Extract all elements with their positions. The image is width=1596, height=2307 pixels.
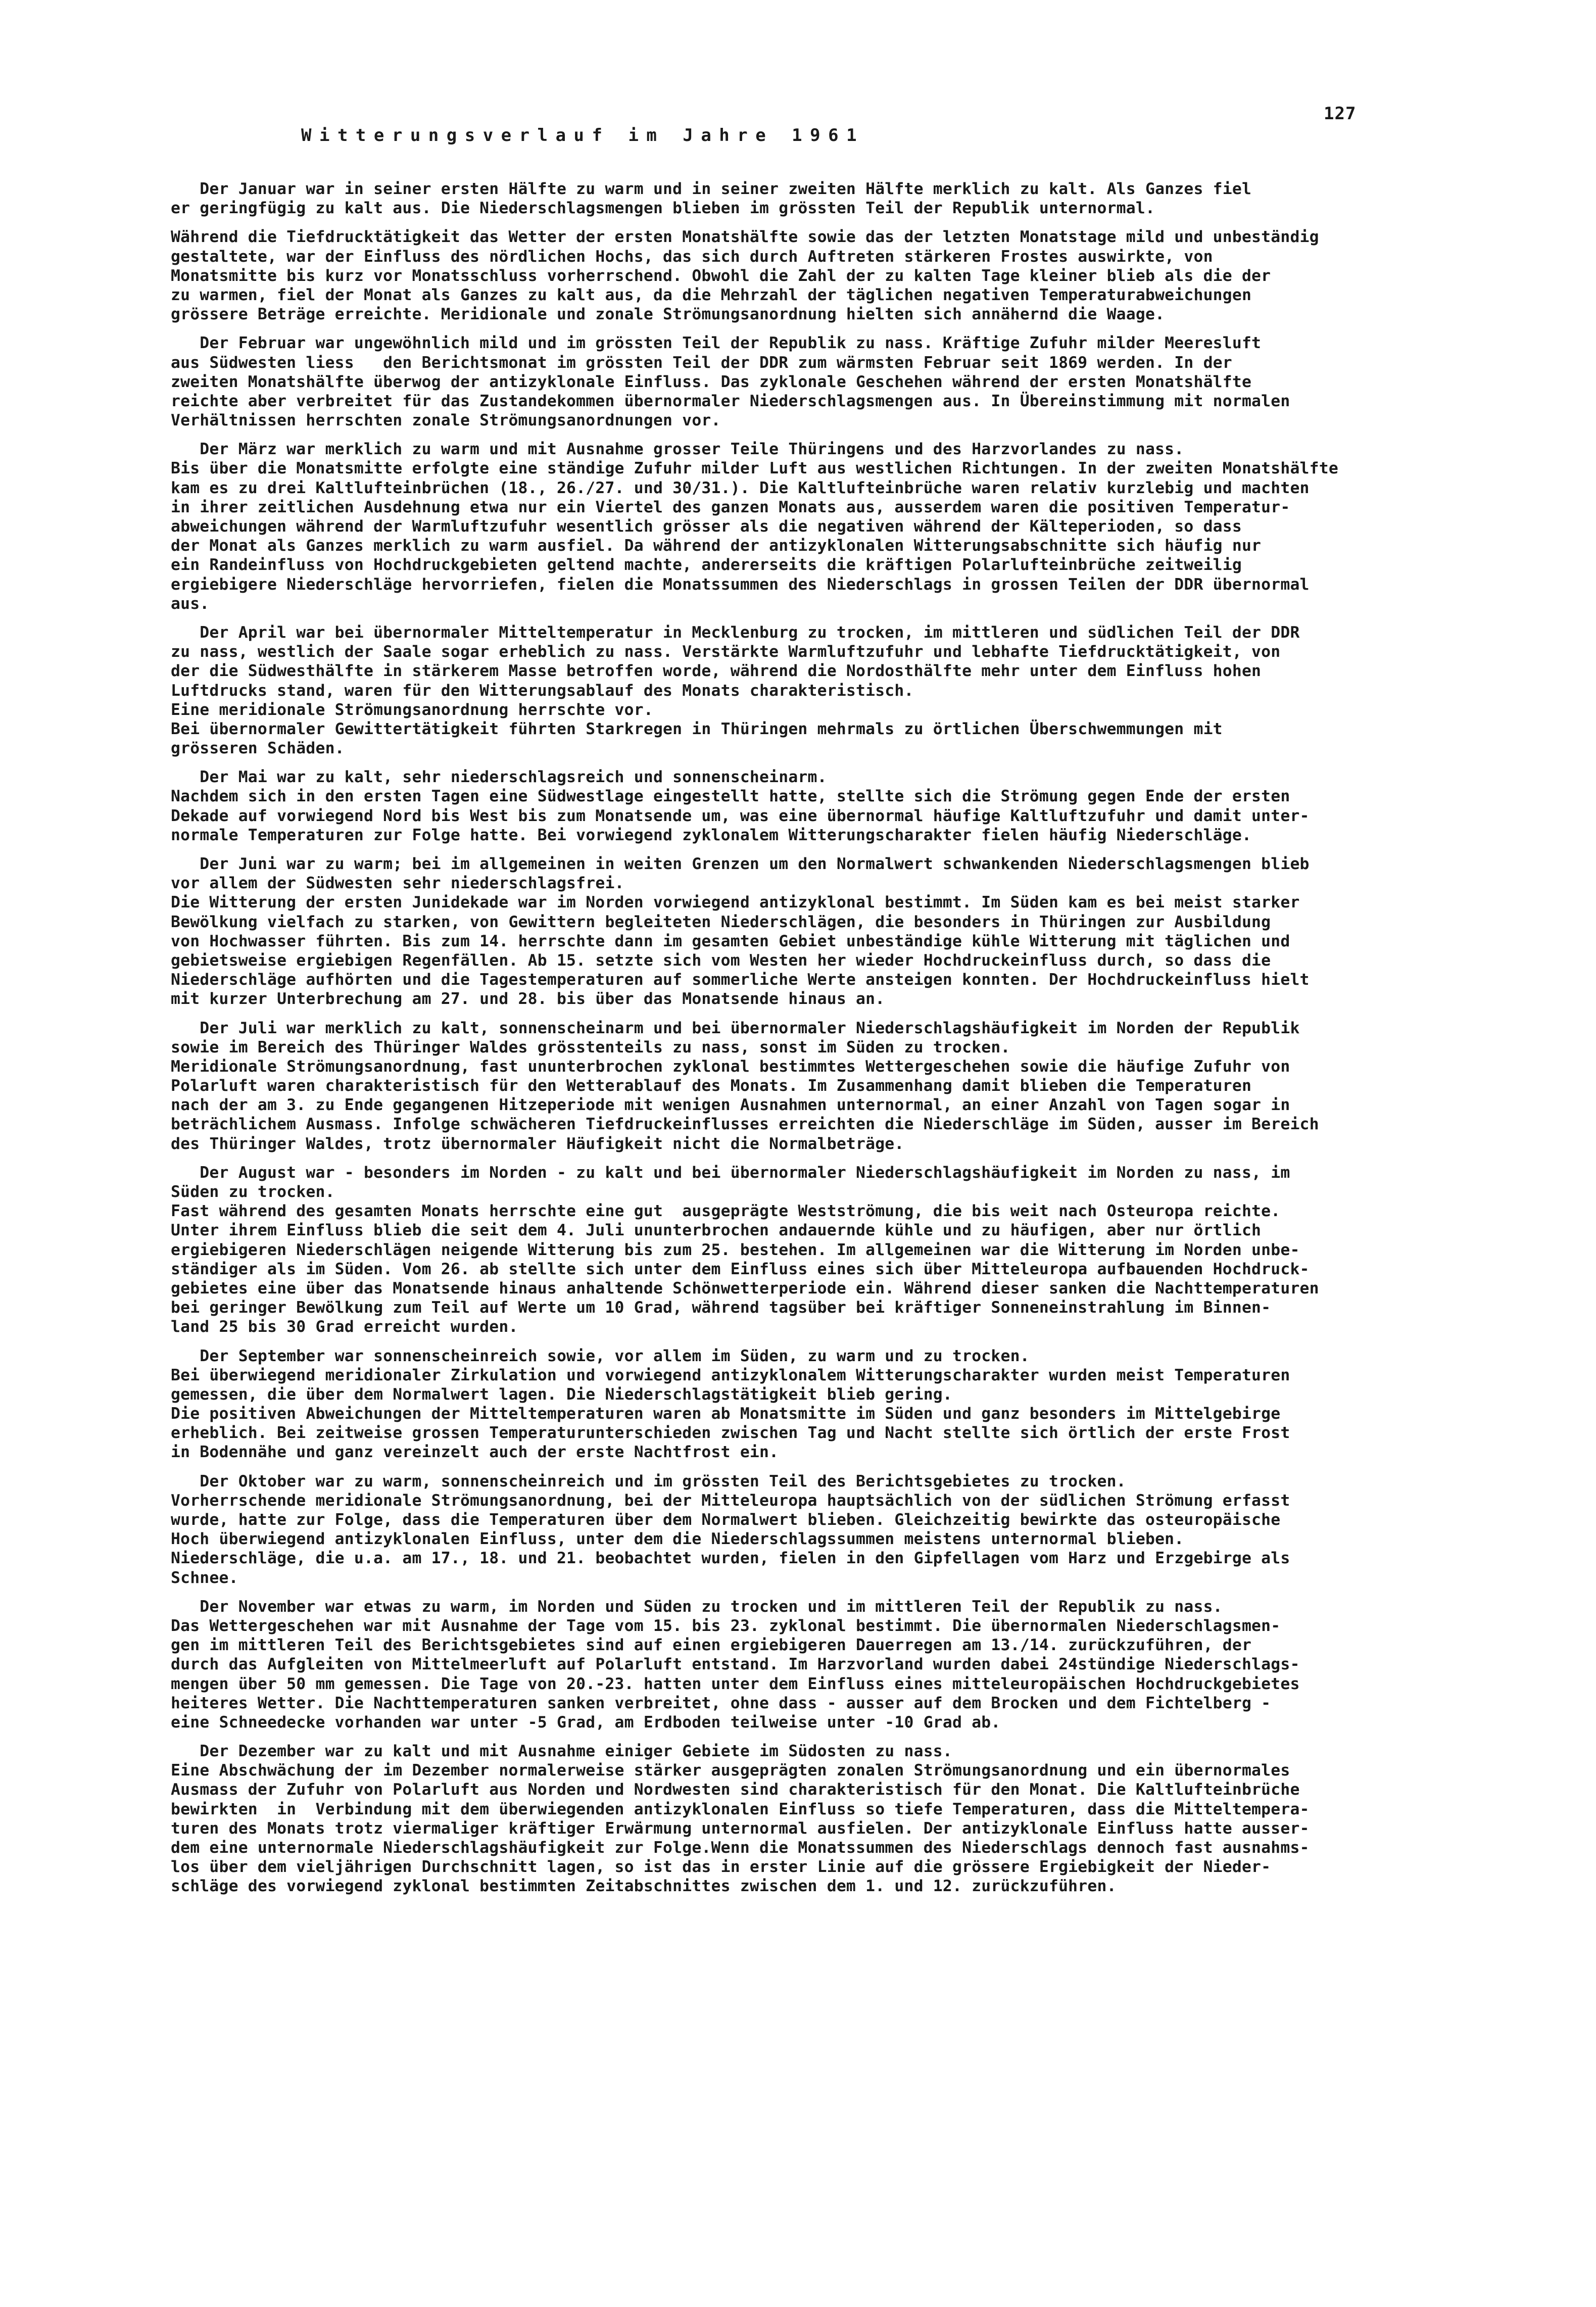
text-line: grösseren Schäden.	[171, 739, 345, 758]
body-text	[171, 179, 1505, 1906]
text-line: von Hochwasser führten. Bis zum 14. herrschte dann im gesamten Gebiet unbeständige kühle Witterung mit täglichen und	[171, 932, 1290, 950]
paragraph	[171, 440, 1505, 613]
text-line: Vorherrschende meridionale Strömungsanordnung, bei der Mitteleuropa hauptsächlich von der südlichen Strömung erfasst	[171, 1491, 1290, 1510]
text-line: Eine meridionale Strömungsanordnung herrschte vor.	[171, 700, 653, 719]
text-line: Hoch überwiegend antizyklonalen Einfluss, unter dem die Niederschlagssummen meistens unternormal blieben.	[171, 1530, 1184, 1549]
text-line: der Monat als Ganzes merklich zu warm ausfiel. Da während der antizyklonalen Witterungsabschnitte sich häufig nur	[171, 537, 1262, 555]
paragraph	[171, 1472, 1505, 1588]
text-line: durch das Aufgleiten von Mittelmeerluft auf Polarluft entstand. Im Harzvorland wurden dabei 24stündige Niederschlags-	[171, 1655, 1300, 1674]
text-line: Ausmass der Zufuhr von Polarluft aus Norden und Nordwesten sind charakteristisch für den Monat. Die Kaltlufteinbrüche	[171, 1781, 1300, 1799]
text-line: Bei übernormaler Gewittertätigkeit führten Starkregen in Thüringen mehrmals zu örtlichen Überschwemmungen mit	[171, 719, 1223, 738]
text-line: Die positiven Abweichungen der Mitteltemperaturen waren ab Monatsmitte im Süden und ganz besonders im Mittelgebirge	[171, 1405, 1281, 1423]
paragraph	[171, 1597, 1505, 1732]
text-line: grössere Beträge erreichte. Meridionale und zonale Strömungsanordnung hielten sich annähernd die Waage.	[171, 305, 1165, 324]
paragraph	[171, 1019, 1505, 1154]
text-line: Der Februar war ungewöhnlich mild und im grössten Teil der Republik zu nass. Kräftige Zufuhr milder Meeresluft	[171, 334, 1262, 353]
text-line: dem eine unternormale Niederschlagshäufigkeit zur Folge.Wenn die Monatssummen des Niederschlags dennoch fast ausnahms-	[171, 1839, 1310, 1857]
text-line: nach der am 3. zu Ende gegangenen Hitzeperiode mit wenigen Ausnahmen unternormal, an einer Anzahl von Tagen sogar in	[171, 1096, 1290, 1115]
text-line: zu warmen, fiel der Monat als Ganzes zu kalt aus, da die Mehrzahl der täglichen negativen Temperaturabweichungen	[171, 285, 1252, 304]
text-line: des Thüringer Waldes, trotz übernormaler Häufigkeit nicht die Normalbeträge.	[171, 1134, 904, 1153]
text-line: los über dem vieljährigen Durchschnitt lagen, so ist das in erster Linie auf die grössere Ergiebigkeit der Nieder-	[171, 1858, 1271, 1877]
text-line: mengen über 50 mm gemessen. Die Tage von 20.-23. hatten unter dem Einfluss eines mitteleuropäischen Hochdruckgebietes	[171, 1674, 1300, 1693]
text-line: turen des Monats trotz viermaliger kräftiger Erwärmung unternormal ausfielen. Der antizyklonale Einfluss hatte ausser-	[171, 1819, 1310, 1838]
paragraph	[171, 767, 1505, 845]
text-line: Monatsmitte bis kurz vor Monatsschluss vorherrschend. Obwohl die Zahl der zu kalten Tage kleiner blieb als die der	[171, 266, 1271, 285]
text-line: mit kurzer Unterbrechung am 27. und 28. bis über das Monatsende hinaus an.	[171, 990, 885, 1008]
text-line: Eine Abschwächung der im Dezember normalerweise stärker ausgeprägten zonalen Strömungsanordnung und ein übernormales	[171, 1761, 1290, 1780]
text-line: Der Oktober war zu warm, sonnenscheinreich und im grössten Teil des Berichtsgebietes zu trocken.	[171, 1472, 1126, 1491]
paragraph	[171, 1163, 1505, 1337]
text-line: gebietsweise ergiebigen Regenfällen. Ab 15. setzte sich vom Westen her wieder Hochdruckeinfluss durch, so dass die	[171, 951, 1271, 970]
text-line: sowie im Bereich des Thüringer Waldes grösstenteils zu nass, sonst im Süden zu trocken.	[171, 1038, 1010, 1056]
text-line: land 25 bis 30 Grad erreicht wurden.	[171, 1318, 518, 1336]
text-line: Bei überwiegend meridionaler Zirkulation und vorwiegend antizyklonalem Witterungscharakter wurden meist Temperaturen	[171, 1366, 1290, 1384]
text-line: Polarluft waren charakteristisch für den Wetterablauf des Monats. Im Zusammenhang damit blieben die Temperaturen	[171, 1077, 1252, 1095]
text-line: reichte aber verbreitet für das Zustandekommen übernormaler Niederschlagsmengen aus. In Übereinstimmung mit normalen	[171, 392, 1290, 410]
paragraph	[171, 333, 1505, 430]
text-line: zweiten Monatshälfte überwog der antizyklonale Einfluss. Das zyklonale Geschehen während der ersten Monatshälfte	[171, 372, 1252, 391]
text-line: Der Mai war zu kalt, sehr niederschlagsreich und sonnenscheinarm.	[171, 768, 827, 787]
paragraph	[171, 1742, 1505, 1896]
text-line: Der März war merklich zu warm und mit Ausnahme grosser Teile Thüringens und des Harzvorlandes zu nass.	[171, 440, 1184, 459]
text-line: gemessen, die über dem Normalwert lagen. Die Niederschlagstätigkeit blieb gering.	[171, 1385, 952, 1404]
text-line: gestaltete, war der Einfluss des nördlichen Hochs, das sich durch Auftreten stärkeren Frostes auswirkte, von	[171, 247, 1213, 266]
text-line: Süden zu trocken.	[171, 1183, 335, 1201]
text-line: vor allem der Südwesten sehr niederschlagsfrei.	[171, 874, 624, 893]
text-line: wurde, hatte zur Folge, dass die Temperaturen über dem Normalwert blieben. Gleichzeitig bewirkte das osteuropäische	[171, 1511, 1281, 1529]
text-line: normale Temperaturen zur Folge hatte. Bei vorwiegend zyklonalem Witterungscharakter fielen häufig Niederschläge.	[171, 826, 1252, 844]
text-line: Der April war bei übernormaler Mitteltemperatur in Mecklenburg zu trocken, im mittleren und südlichen Teil der DDR	[171, 623, 1300, 642]
text-line: in Bodennähe und ganz vereinzelt auch der erste Nachtfrost ein.	[171, 1443, 779, 1462]
paragraph	[171, 623, 1505, 758]
text-line: er geringfügig zu kalt aus. Die Niederschlagsmengen blieben im grössten Teil der Republik unternormal.	[171, 199, 1155, 218]
text-line: bewirkten in Verbindung mit dem überwiegenden antizyklonalen Einfluss so tiefe Temperaturen, dass die Mitteltempera-	[171, 1800, 1310, 1818]
text-line: gebietes eine über das Monatsende hinaus anhaltende Schönwetterperiode ein. Während dieser sanken die Nachttemperaturen	[171, 1279, 1319, 1297]
text-line: beträchlichem Ausmass. Infolge schwächeren Tiefdruckeinflusses erreichten die Niederschläge im Süden, ausser im Bereich	[171, 1115, 1319, 1134]
text-line: Unter ihrem Einfluss blieb die seit dem 4. Juli ununterbrochen andauernde kühle und zu häufigen, aber nur örtlich	[171, 1221, 1262, 1240]
text-line: erheblich. Bei zeitweise grossen Temperaturunterschieden zwischen Tag und Nacht stellte sich örtlich der erste Frost	[171, 1424, 1290, 1443]
paragraph	[171, 854, 1505, 1009]
text-line: Der Juni war zu warm; bei im allgemeinen in weiten Grenzen um den Normalwert schwankenden Niederschlagsmengen blieb	[171, 855, 1310, 873]
text-line: aus Südwesten liess den Berichtsmonat im grössten Teil der DDR zum wärmsten Februar seit 1869 werden. In der	[171, 353, 1232, 372]
text-line: Der November war etwas zu warm, im Norden und Süden zu trocken und im mittleren Teil der Republik zu nass.	[171, 1597, 1223, 1616]
text-line: der die Südwesthälfte in stärkerem Masse betroffen worde, während die Nordosthälfte mehr unter dem Einfluss hohen	[171, 662, 1262, 681]
text-line: schläge des vorwiegend zyklonal bestimmten Zeitabschnittes zwischen dem 1. und 12. zurückzuführen.	[171, 1877, 1117, 1896]
text-line: ergiebigeren Niederschlägen neigende Witterung bis zum 25. bestehen. Im allgemeinen war die Witterung im Norden unbe-	[171, 1240, 1300, 1259]
text-line: Nachdem sich in den ersten Tagen eine Südwestlage eingestellt hatte, stellte sich die Strömung gegen Ende der ersten	[171, 787, 1290, 806]
text-line: heiteres Wetter. Die Nachttemperaturen sanken verbreitet, ohne dass - ausser auf dem Brocken und dem Fichtelberg -	[171, 1694, 1271, 1712]
text-line: in ihrer zeitlichen Ausdehnung etwa nur ein Viertel des ganzen Monats aus, ausserdem waren die positiven Temperatur-	[171, 498, 1290, 516]
text-line: Bewölkung vielfach zu starken, von Gewittern begleiteten Niederschlägen, die besonders in Thüringen zur Ausbildung	[171, 912, 1271, 931]
text-line: Das Wettergeschehen war mit Ausnahme der Tage vom 15. bis 23. zyklonal bestimmt. Die übernormalen Niederschlagsmen-	[171, 1616, 1281, 1635]
text-line: aus.	[171, 594, 210, 613]
text-line: Der September war sonnenscheinreich sowie, vor allem im Süden, zu warm und zu trocken.	[171, 1347, 1030, 1365]
text-line: gen im mittleren Teil des Berichtsgebietes sind auf einen ergiebigeren Dauerregen am 13./14. zurückzuführen, der	[171, 1636, 1252, 1655]
text-line: Der Januar war in seiner ersten Hälfte zu warm und in seiner zweiten Hälfte merklich zu kalt. Als Ganzes fiel	[171, 180, 1252, 198]
paragraph	[171, 1347, 1505, 1462]
text-line: ergiebigere Niederschläge hervorriefen, fielen die Monatssummen des Niederschlags in grossen Teilen der DDR übernormal	[171, 575, 1310, 594]
text-line: Der Juli war merklich zu kalt, sonnenscheinarm und bei übernormaler Niederschlagshäufigkeit im Norden der Republik	[171, 1019, 1300, 1037]
text-line: Fast während des gesamten Monats herrschte eine gut ausgeprägte Westströmung, die bis weit nach Osteuropa reichte.	[171, 1202, 1281, 1221]
text-line: Der August war - besonders im Norden - zu kalt und bei übernormaler Niederschlagshäufigkeit im Norden zu nass, im	[171, 1163, 1290, 1182]
text-line: Meridionale Strömungsanordnung, fast ununterbrochen zyklonal bestimmtes Wettergeschehen sowie die häufige Zufuhr von	[171, 1057, 1290, 1076]
text-line: ständiger als im Süden. Vom 26. ab stellte sich unter dem Einfluss eines sich über Mitteleuropa aufbauenden Hochdruck-	[171, 1260, 1310, 1278]
text-line: Während die Tiefdrucktätigkeit das Wetter der ersten Monatshälfte sowie das der letzten Monatstage mild und unbeständig	[171, 228, 1319, 247]
text-line: Luftdrucks stand, waren für den Witterungsablauf des Monats charakteristisch.	[171, 681, 914, 700]
text-line: eine Schneedecke vorhanden war unter -5 Grad, am Erdboden teilweise unter -10 Grad ab.	[171, 1713, 1001, 1732]
page-title: Witterungsverlauf im Jahre 1961	[301, 125, 865, 146]
text-line: Bis über die Monatsmitte erfolgte eine ständige Zufuhr milder Luft aus westlichen Richtungen. In der zweiten Monatshälfte	[171, 459, 1338, 478]
paragraph	[171, 179, 1505, 218]
text-line: Niederschläge, die u.a. am 17., 18. und 21. beobachtet wurden, fielen in den Gipfellagen vom Harz und Erzgebirge als	[171, 1549, 1290, 1568]
text-line: Die Witterung der ersten Junidekade war im Norden vorwiegend antizyklonal bestimmt. Im Süden kam es bei meist starker	[171, 893, 1300, 912]
text-line: Niederschläge aufhörten und die Tagestemperaturen auf sommerliche Werte ansteigen konnten. Der Hochdruckeinfluss hielt	[171, 971, 1310, 989]
text-line: abweichungen während der Warmluftzufuhr wesentlich grösser als die negativen während der Kälteperioden, so dass	[171, 517, 1242, 536]
text-line: zu nass, westlich der Saale sogar erheblich zu nass. Verstärkte Warmluftzufuhr und lebhafte Tiefdrucktätigkeit, von	[171, 643, 1281, 661]
text-line: Schnee.	[171, 1568, 238, 1587]
page-number: 127	[1324, 104, 1357, 124]
paragraph	[171, 227, 1505, 324]
text-line: Dekade auf vorwiegend Nord bis West bis zum Monatsende um, was eine übernormal häufige Kaltluftzufuhr und damit unter-	[171, 806, 1310, 825]
text-line: Verhältnissen herrschten zonale Strömungsanordnungen vor.	[171, 411, 721, 430]
text-line: ein Randeinfluss von Hochdruckgebieten geltend machte, andererseits die kräftigen Polarlufteinbrüche zeitweilig	[171, 556, 1242, 574]
text-line: kam es zu drei Kaltlufteinbrüchen (18., 26./27. und 30/31.). Die Kaltlufteinbrüche waren relativ kurzlebig und machten	[171, 478, 1310, 497]
text-line: bei geringer Bewölkung zum Teil auf Werte um 10 Grad, während tagsüber bei kräftiger Sonneneinstrahlung im Binnen-	[171, 1299, 1271, 1317]
text-line: Der Dezember war zu kalt und mit Ausnahme einiger Gebiete im Südosten zu nass.	[171, 1742, 952, 1761]
